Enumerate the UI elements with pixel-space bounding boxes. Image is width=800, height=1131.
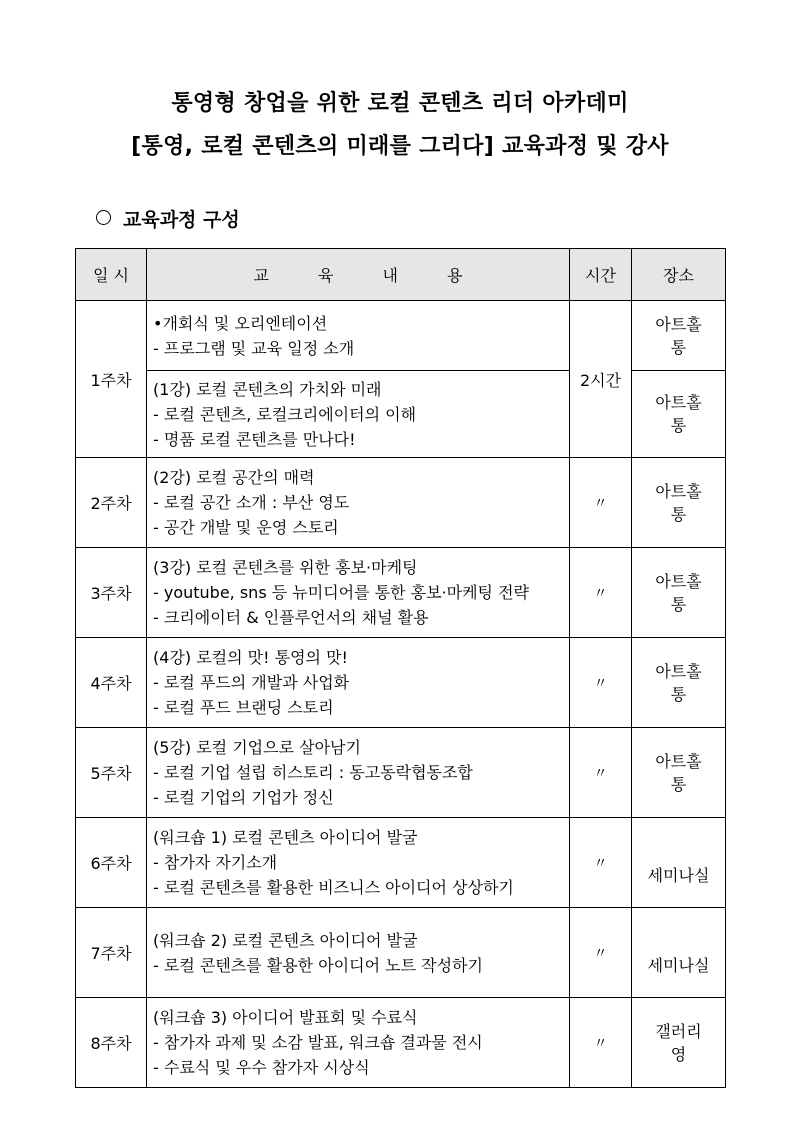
- ditto-mark: 〃: [593, 495, 608, 512]
- table-row: [76, 638, 726, 728]
- document-title-line2: [통영, 로컬 콘텐츠의 미래를 그리다] 교육과정 및 강사: [131, 134, 669, 159]
- place-line: 통: [670, 774, 687, 794]
- place-cell: [632, 818, 726, 908]
- content-line: •개회식 및 오리엔테이션: [153, 313, 328, 333]
- time-cell: [570, 818, 632, 908]
- content-line: - 프로그램 및 교육 일정 소개: [153, 338, 355, 358]
- content-line: (4강) 로컬의 맛! 통영의 맛!: [153, 648, 348, 667]
- place-line: 세미나실: [647, 866, 710, 885]
- content-line: - 참가자 과제 및 소감 발표, 워크숍 결과물 전시: [153, 1033, 483, 1052]
- place-cell: [632, 638, 726, 728]
- content-line: (워크숍 2) 로컬 콘텐츠 아이디어 발굴: [153, 930, 418, 950]
- place-line: 영: [670, 1044, 687, 1064]
- section-heading: [96, 205, 240, 232]
- content-line: - 수료식 및 우수 참가자 시상식: [153, 1058, 370, 1077]
- table-row: [76, 728, 726, 818]
- content-line: - 참가자 자기소개: [153, 853, 278, 872]
- place-line: 통: [670, 337, 687, 357]
- section-heading-text: 교육과정 구성: [123, 209, 240, 231]
- content-cell: [147, 998, 570, 1088]
- content-line: (워크숍 3) 아이디어 발표회 및 수료식: [153, 1008, 418, 1027]
- place-cell: [632, 728, 726, 818]
- table-row: [76, 908, 726, 998]
- place-line: 아트홀: [655, 751, 702, 771]
- week-cell: 3주차: [76, 548, 147, 638]
- place-cell: [632, 548, 726, 638]
- place-line: 통: [670, 416, 687, 435]
- curriculum-table: [75, 248, 726, 1088]
- place-line: 통: [670, 684, 687, 704]
- time-cell: [570, 728, 632, 818]
- week-cell: 4주차: [76, 638, 147, 728]
- content-line: - 로컬 공간 소개 : 부산 영도: [153, 493, 350, 512]
- place-line: 통: [670, 594, 687, 614]
- ditto-mark: 〃: [593, 765, 608, 782]
- content-line: - youtube, sns 등 뉴미디어를 통한 홍보·마케팅 전략: [153, 583, 530, 602]
- table-row: [76, 818, 726, 908]
- place-line: 갤러리: [655, 1021, 702, 1041]
- ditto-mark: 〃: [593, 585, 608, 602]
- header-place: 장소: [632, 249, 726, 301]
- content-line: (1강) 로컬 콘텐츠의 가치와 미래: [153, 379, 382, 399]
- content-line: - 공간 개발 및 운영 스토리: [153, 518, 339, 537]
- place-line: 아트홀: [655, 314, 702, 334]
- week-cell: 2주차: [76, 458, 147, 548]
- content-cell: [147, 728, 570, 818]
- content-line: - 로컬 푸드의 개발과 사업화: [153, 673, 350, 692]
- place-line: 아트홀: [655, 661, 702, 681]
- time-cell: [570, 998, 632, 1088]
- time-cell: [570, 638, 632, 728]
- place-line: 아트홀: [655, 571, 702, 591]
- place-line: 세미나실: [647, 956, 710, 975]
- content-cell: [147, 458, 570, 548]
- table-row: [76, 301, 726, 371]
- table-row: [76, 458, 726, 548]
- ditto-mark: 〃: [593, 675, 608, 692]
- place-line: 아트홀: [655, 481, 702, 501]
- place-cell: [632, 301, 726, 371]
- header-date: 일 시: [76, 249, 147, 301]
- table-row: [76, 998, 726, 1088]
- document-title-line1: 통영형 창업을 위한 로컬 콘텐츠 리더 아카데미: [171, 91, 629, 116]
- content-cell: [147, 548, 570, 638]
- content-line: - 로컬 콘텐츠를 활용한 비즈니스 아이디어 상상하기: [153, 878, 514, 897]
- week-cell: 5주차: [76, 728, 147, 818]
- place-cell: [632, 908, 726, 998]
- week-cell: 6주차: [76, 818, 147, 908]
- week-cell: 8주차: [76, 998, 147, 1088]
- content-line: - 로컬 기업의 기업가 정신: [153, 788, 334, 807]
- table-body: [76, 301, 726, 1088]
- content-line: - 로컬 콘텐츠, 로컬크리에이터의 이해: [153, 404, 417, 424]
- place-line: 아트홀: [655, 393, 702, 412]
- content-line: (워크숍 1) 로컬 콘텐츠 아이디어 발굴: [153, 828, 418, 847]
- time-cell: [570, 548, 632, 638]
- table-row: [76, 548, 726, 638]
- content-cell: [147, 638, 570, 728]
- content-line: - 명품 로컬 콘텐츠를 만나다!: [153, 429, 356, 449]
- content-line: (2강) 로컬 공간의 매력: [153, 468, 315, 487]
- circle-bullet-icon: [96, 210, 111, 225]
- place-cell: [632, 371, 726, 458]
- ditto-mark: 〃: [593, 855, 608, 872]
- content-line: - 로컬 기업 설립 히스토리 : 동고동락협동조합: [153, 763, 473, 782]
- content-cell: [147, 908, 570, 998]
- content-cell: [147, 371, 570, 458]
- time-cell: [570, 458, 632, 548]
- content-line: - 로컬 콘텐츠를 활용한 아이디어 노트 작성하기: [153, 955, 483, 975]
- header-content: 교 육 내 용: [147, 249, 570, 301]
- content-cell: [147, 818, 570, 908]
- place-cell: [632, 998, 726, 1088]
- ditto-mark: 〃: [593, 945, 608, 962]
- table-header-row: [76, 249, 726, 301]
- content-line: (5강) 로컬 기업으로 살아남기: [153, 738, 361, 757]
- ditto-mark: 〃: [593, 1035, 608, 1052]
- week-cell: 7주차: [76, 908, 147, 998]
- place-cell: [632, 458, 726, 548]
- content-cell: [147, 301, 570, 371]
- content-line: (3강) 로컬 콘텐츠를 위한 홍보·마케팅: [153, 558, 418, 577]
- place-line: 통: [670, 504, 687, 524]
- header-time: 시간: [570, 249, 632, 301]
- time-cell: 2시간: [570, 301, 632, 458]
- content-line: - 로컬 푸드 브랜딩 스토리: [153, 698, 334, 717]
- content-line: - 크리에이터 & 인플루언서의 채널 활용: [153, 608, 429, 627]
- week-cell: 1주차: [76, 301, 147, 458]
- time-cell: [570, 908, 632, 998]
